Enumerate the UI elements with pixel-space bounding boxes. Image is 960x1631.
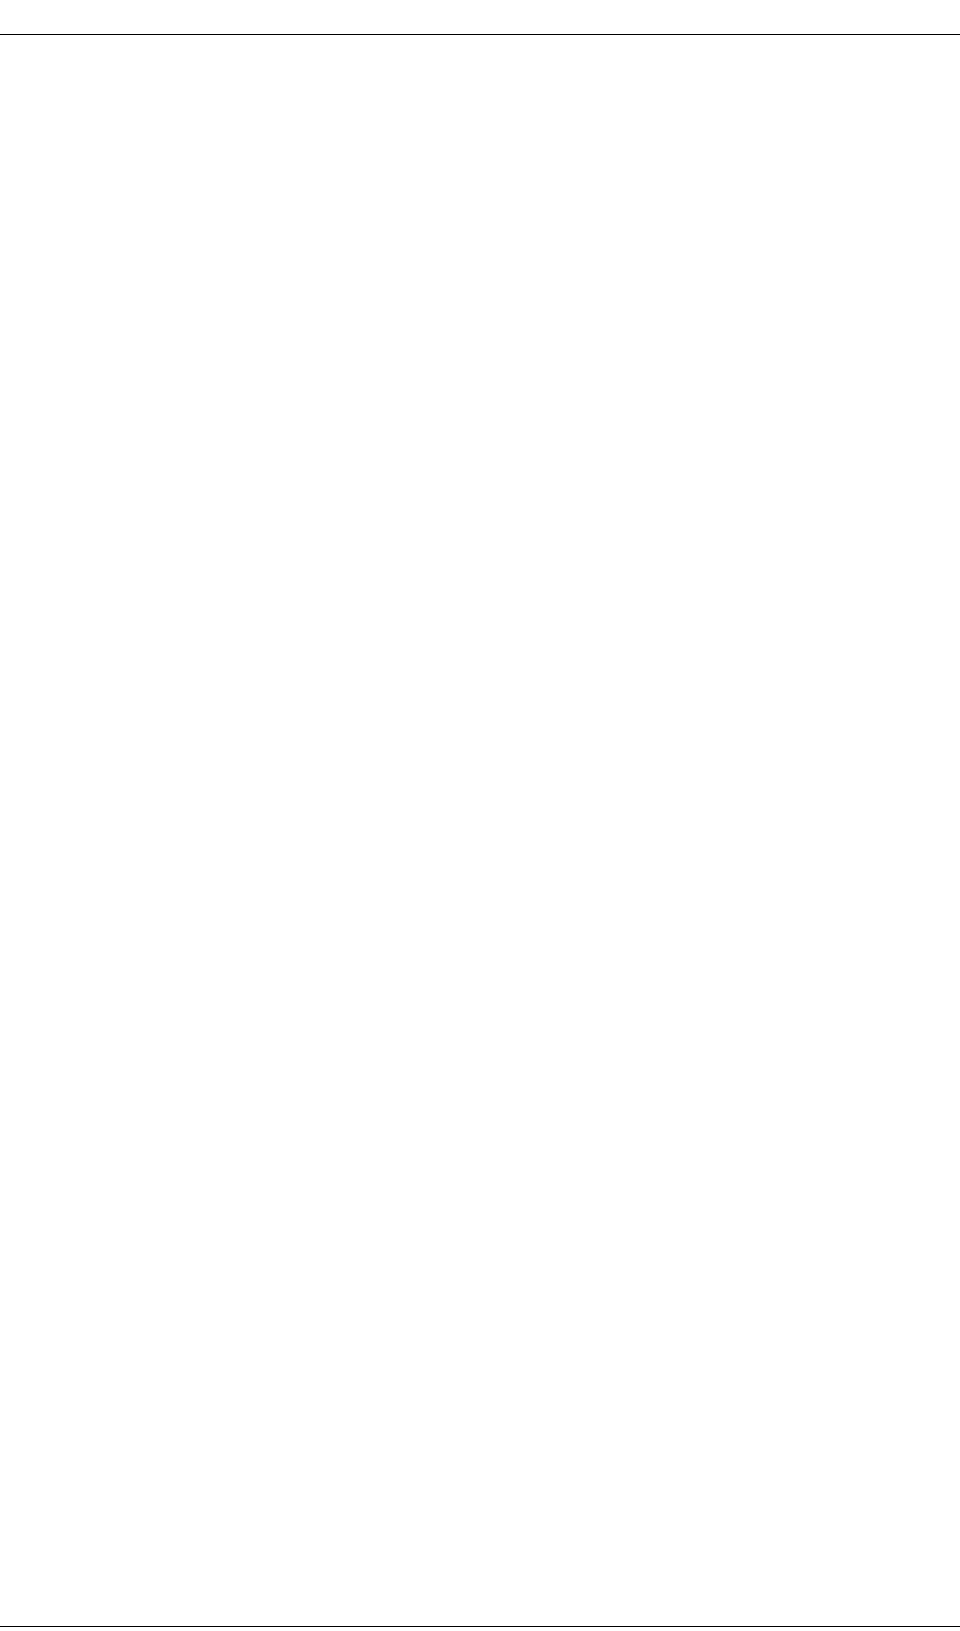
footer-rule: [0, 1626, 960, 1627]
page-header: [0, 0, 960, 35]
